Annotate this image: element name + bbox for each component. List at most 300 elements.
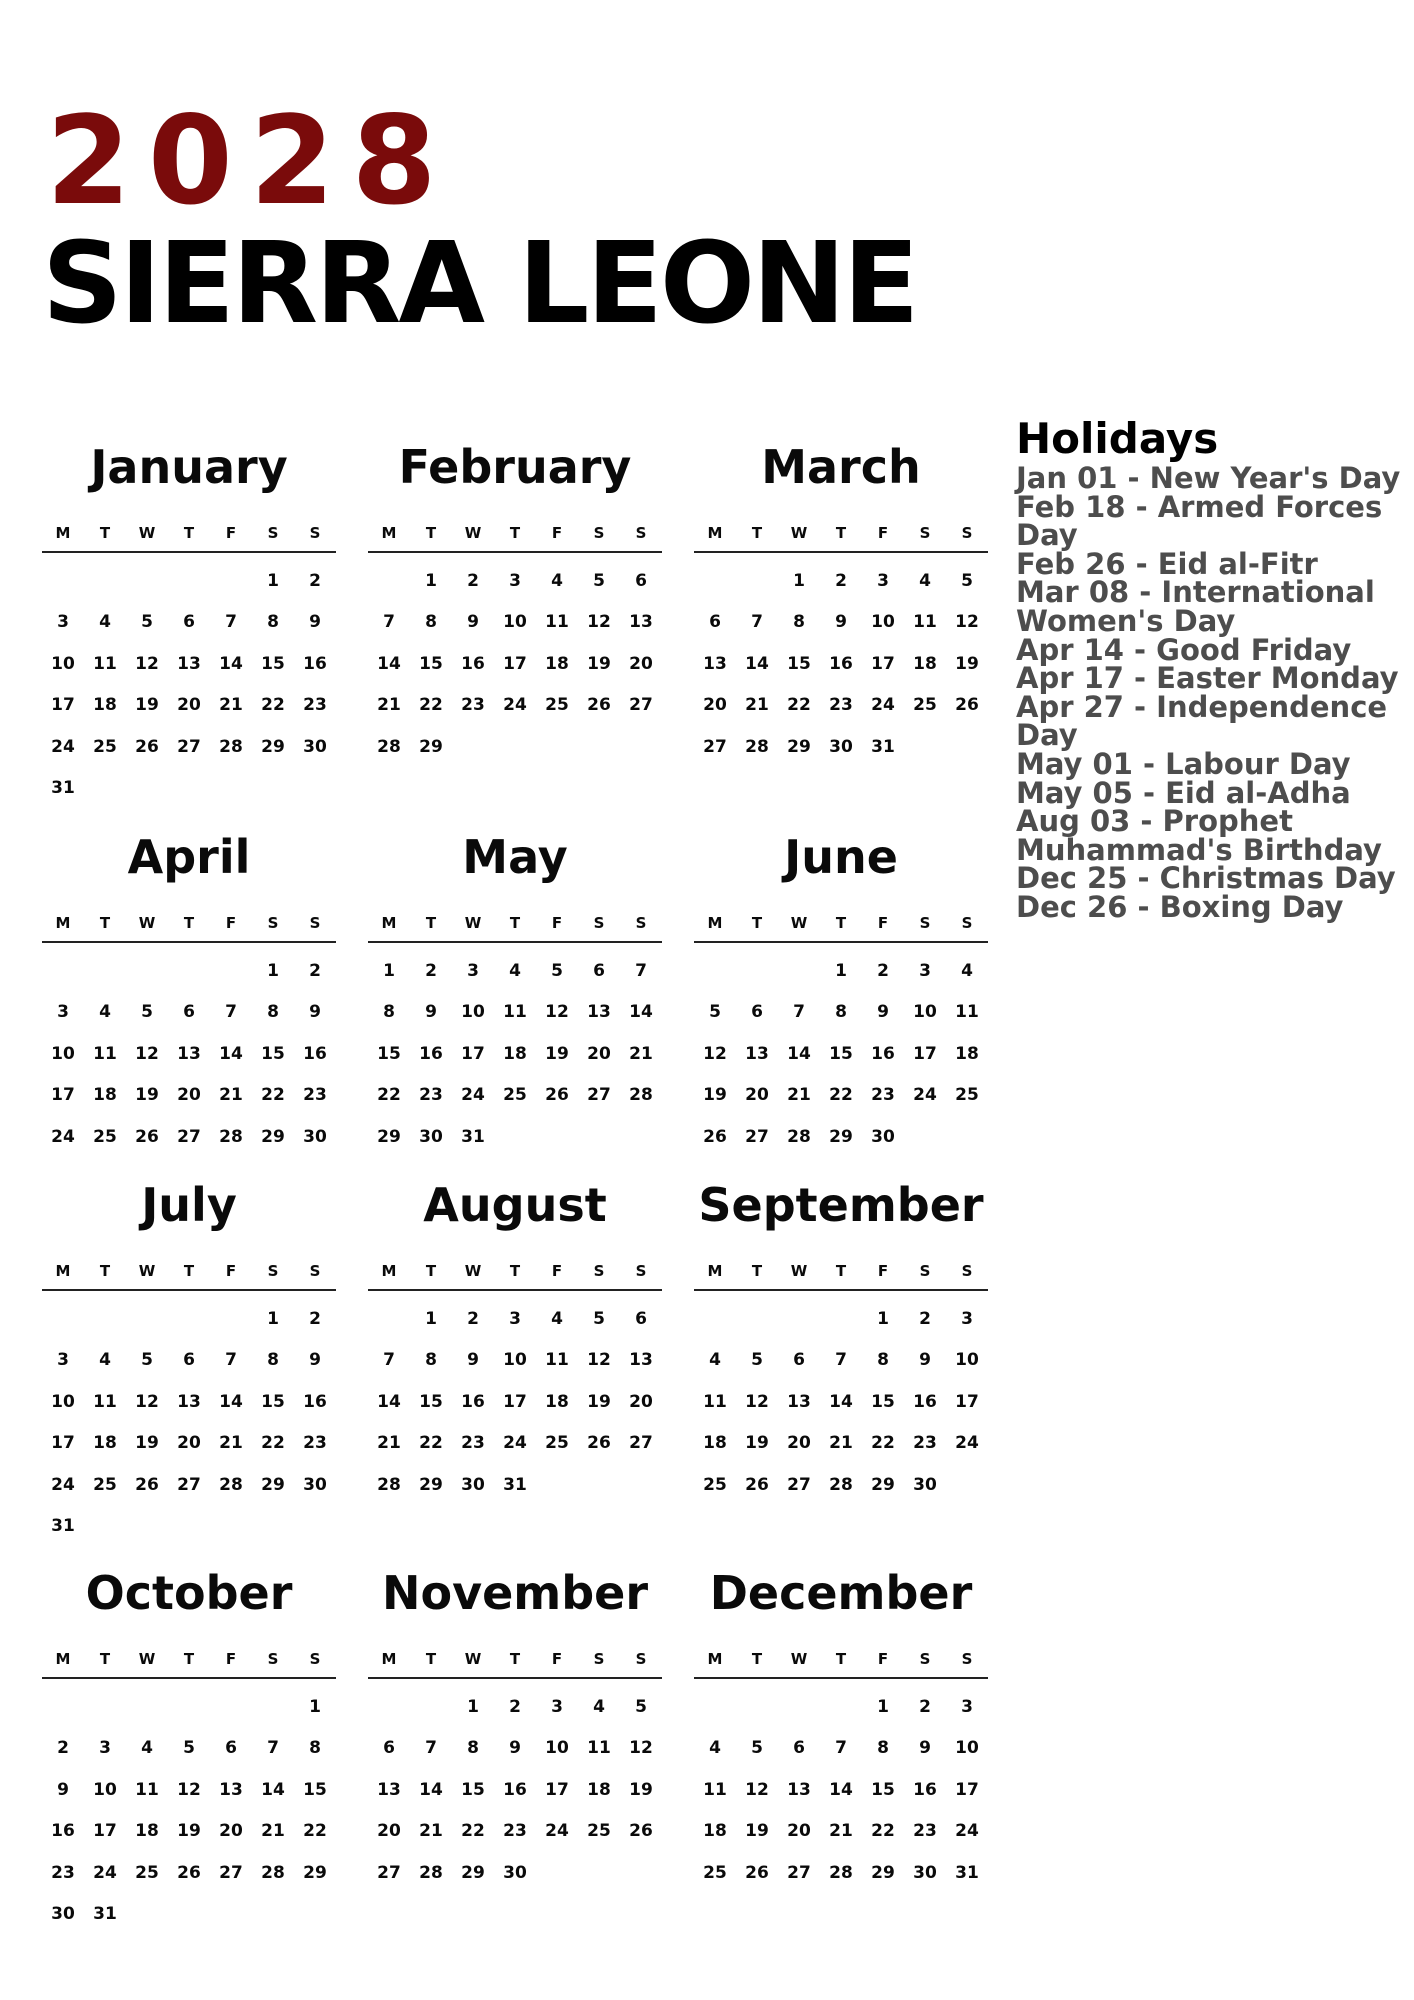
day-cell: 14 <box>829 1391 853 1412</box>
weekday-label: S <box>309 1262 321 1280</box>
day-cell: 4 <box>99 1350 111 1371</box>
day-cell: 17 <box>871 653 895 674</box>
week-row <box>694 992 988 1034</box>
day-cell: 28 <box>261 1862 285 1883</box>
day-cell: 4 <box>551 570 563 591</box>
day-cell: 18 <box>545 653 569 674</box>
holiday-item: Aug 03 - Prophet Muhammad's Birthday <box>1016 804 1382 867</box>
weekday-label: W <box>790 1650 808 1668</box>
day-cell: 27 <box>629 1433 653 1454</box>
weekday-label: S <box>919 1650 931 1668</box>
day-cell: 6 <box>183 612 195 633</box>
day-cell: 8 <box>309 1738 321 1759</box>
month-days <box>368 1298 662 1506</box>
day-cell: 10 <box>913 1002 937 1023</box>
weekday-label: S <box>593 524 605 542</box>
day-cell: 22 <box>303 1821 327 1842</box>
day-cell: 23 <box>913 1433 937 1454</box>
weekday-label: W <box>790 1262 808 1280</box>
day-cell: 4 <box>709 1350 721 1371</box>
day-cell: 29 <box>303 1862 327 1883</box>
day-cell: 25 <box>503 1085 527 1106</box>
weekday-header <box>42 914 336 943</box>
day-cell: 13 <box>703 653 727 674</box>
weekday-label: F <box>225 1650 237 1668</box>
day-cell: 18 <box>913 653 937 674</box>
day-cell: 17 <box>545 1779 569 1800</box>
weekday-label: S <box>635 524 647 542</box>
day-cell: 22 <box>261 1085 285 1106</box>
day-cell: 29 <box>377 1126 401 1147</box>
day-cell: 5 <box>593 570 605 591</box>
weekday-label: T <box>99 1262 111 1280</box>
day-cell: 29 <box>419 1474 443 1495</box>
day-cell: 20 <box>377 1821 401 1842</box>
day-cell: 13 <box>787 1391 811 1412</box>
month-october <box>42 1566 336 1935</box>
day-cell: 11 <box>545 1350 569 1371</box>
day-cell: 30 <box>51 1904 75 1925</box>
day-cell: 15 <box>419 1391 443 1412</box>
day-cell: 6 <box>709 612 721 633</box>
month-name: July <box>141 1178 237 1232</box>
weekday-label: S <box>961 1262 973 1280</box>
day-cell: 14 <box>219 1043 243 1064</box>
week-row <box>42 1075 336 1117</box>
weekday-label: W <box>464 1650 482 1668</box>
weekday-label: S <box>267 1650 279 1668</box>
week-row <box>694 602 988 644</box>
day-cell: 21 <box>829 1433 853 1454</box>
day-cell: 27 <box>745 1126 769 1147</box>
week-row <box>694 560 988 602</box>
week-row <box>368 1381 662 1423</box>
day-cell: 25 <box>703 1862 727 1883</box>
day-cell: 15 <box>871 1391 895 1412</box>
day-cell: 21 <box>787 1085 811 1106</box>
weekday-label: F <box>551 1650 563 1668</box>
weekday-label: S <box>267 524 279 542</box>
weekday-label: S <box>309 914 321 932</box>
weekday-header <box>694 524 988 553</box>
weekday-label: T <box>425 1650 437 1668</box>
day-cell: 24 <box>51 1126 75 1147</box>
week-row <box>42 1298 336 1340</box>
day-cell: 22 <box>261 1433 285 1454</box>
weekday-label: M <box>381 914 397 932</box>
day-cell: 20 <box>787 1821 811 1842</box>
day-cell: 26 <box>587 695 611 716</box>
day-cell: 16 <box>461 653 485 674</box>
week-row <box>368 992 662 1034</box>
holidays-heading: Holidays <box>1016 414 1219 463</box>
day-cell: 20 <box>177 1085 201 1106</box>
day-cell: 25 <box>955 1085 979 1106</box>
week-row <box>694 1381 988 1423</box>
day-cell: 20 <box>629 1391 653 1412</box>
weekday-label: M <box>55 914 71 932</box>
day-cell: 28 <box>419 1862 443 1883</box>
day-cell: 13 <box>787 1779 811 1800</box>
weekday-label: T <box>509 1262 521 1280</box>
day-cell: 9 <box>309 1002 321 1023</box>
day-cell: 17 <box>51 1433 75 1454</box>
day-cell: 11 <box>545 612 569 633</box>
weekday-header <box>694 914 988 943</box>
day-cell: 25 <box>93 736 117 757</box>
day-cell: 18 <box>545 1391 569 1412</box>
day-cell: 6 <box>635 570 647 591</box>
week-row <box>694 1116 988 1158</box>
day-cell: 20 <box>629 653 653 674</box>
day-cell: 14 <box>787 1043 811 1064</box>
day-cell: 18 <box>93 695 117 716</box>
day-cell: 3 <box>57 1350 69 1371</box>
weekday-label: T <box>509 914 521 932</box>
day-cell: 30 <box>829 736 853 757</box>
day-cell: 5 <box>961 570 973 591</box>
day-cell: 9 <box>309 1350 321 1371</box>
day-cell: 12 <box>745 1779 769 1800</box>
day-cell: 8 <box>877 1350 889 1371</box>
week-row <box>42 1116 336 1158</box>
day-cell: 1 <box>383 960 395 981</box>
day-cell: 23 <box>419 1085 443 1106</box>
day-cell: 31 <box>51 778 75 799</box>
holiday-list <box>1016 461 1406 924</box>
day-cell: 25 <box>93 1474 117 1495</box>
day-cell: 28 <box>377 736 401 757</box>
week-row <box>694 685 988 727</box>
day-cell: 11 <box>703 1779 727 1800</box>
week-row <box>42 1728 336 1770</box>
weekday-header <box>42 524 336 553</box>
day-cell: 9 <box>919 1350 931 1371</box>
weekday-label: S <box>919 524 931 542</box>
month-name: January <box>90 440 288 494</box>
day-cell: 22 <box>377 1085 401 1106</box>
day-cell: 6 <box>183 1350 195 1371</box>
weekday-label: M <box>707 1650 723 1668</box>
weekday-label: T <box>835 914 847 932</box>
day-cell: 5 <box>183 1738 195 1759</box>
weekday-label: T <box>835 1262 847 1280</box>
weekday-label: T <box>183 524 195 542</box>
day-cell: 18 <box>503 1043 527 1064</box>
day-cell: 21 <box>219 1433 243 1454</box>
day-cell: 13 <box>177 653 201 674</box>
day-cell: 29 <box>261 1126 285 1147</box>
day-cell: 17 <box>51 1085 75 1106</box>
day-cell: 30 <box>913 1862 937 1883</box>
day-cell: 12 <box>955 612 979 633</box>
day-cell: 8 <box>877 1738 889 1759</box>
month-name: September <box>698 1178 984 1232</box>
month-november <box>368 1566 662 1894</box>
day-cell: 29 <box>787 736 811 757</box>
day-cell: 21 <box>419 1821 443 1842</box>
day-cell: 14 <box>745 653 769 674</box>
week-row <box>694 1075 988 1117</box>
day-cell: 18 <box>93 1433 117 1454</box>
weekday-label: T <box>99 524 111 542</box>
weekday-label: F <box>551 914 563 932</box>
day-cell: 15 <box>261 1043 285 1064</box>
day-cell: 6 <box>183 1002 195 1023</box>
day-cell: 1 <box>267 960 279 981</box>
day-cell: 4 <box>961 960 973 981</box>
day-cell: 21 <box>745 695 769 716</box>
day-cell: 5 <box>751 1350 763 1371</box>
day-cell: 15 <box>461 1779 485 1800</box>
weekday-label: F <box>877 1262 889 1280</box>
day-cell: 26 <box>545 1085 569 1106</box>
day-cell: 27 <box>629 695 653 716</box>
week-row <box>368 685 662 727</box>
holiday-item: Feb 26 - Eid al-Fitr <box>1016 546 1318 581</box>
day-cell: 17 <box>955 1779 979 1800</box>
week-row <box>42 992 336 1034</box>
week-row <box>368 1340 662 1382</box>
day-cell: 16 <box>51 1821 75 1842</box>
day-cell: 9 <box>425 1002 437 1023</box>
day-cell: 18 <box>703 1821 727 1842</box>
day-cell: 5 <box>551 960 563 981</box>
week-row <box>42 1423 336 1465</box>
day-cell: 3 <box>509 1308 521 1329</box>
weekday-header <box>694 1262 988 1291</box>
week-row <box>42 1852 336 1894</box>
week-row <box>694 1340 988 1382</box>
day-cell: 20 <box>787 1433 811 1454</box>
day-cell: 6 <box>383 1738 395 1759</box>
day-cell: 11 <box>587 1738 611 1759</box>
week-row <box>694 1423 988 1465</box>
day-cell: 11 <box>93 1043 117 1064</box>
day-cell: 27 <box>177 736 201 757</box>
day-cell: 1 <box>267 1308 279 1329</box>
day-cell: 30 <box>461 1474 485 1495</box>
day-cell: 24 <box>51 736 75 757</box>
day-cell: 16 <box>303 653 327 674</box>
day-cell: 22 <box>419 1433 443 1454</box>
day-cell: 8 <box>425 1350 437 1371</box>
weekday-label: S <box>961 914 973 932</box>
day-cell: 22 <box>871 1821 895 1842</box>
day-cell: 11 <box>955 1002 979 1023</box>
day-cell: 16 <box>461 1391 485 1412</box>
month-name: May <box>462 830 568 884</box>
day-cell: 9 <box>509 1738 521 1759</box>
weekday-label: F <box>877 1650 889 1668</box>
day-cell: 7 <box>383 612 395 633</box>
holiday-item: Jan 01 - New Year's Day <box>1016 461 1401 495</box>
weekday-label: S <box>593 1650 605 1668</box>
day-cell: 2 <box>509 1696 521 1717</box>
day-cell: 15 <box>787 653 811 674</box>
weekday-label: S <box>919 914 931 932</box>
day-cell: 27 <box>787 1474 811 1495</box>
day-cell: 2 <box>57 1738 69 1759</box>
day-cell: 2 <box>309 960 321 981</box>
day-cell: 24 <box>545 1821 569 1842</box>
day-cell: 6 <box>793 1350 805 1371</box>
day-cell: 3 <box>99 1738 111 1759</box>
day-cell: 4 <box>551 1308 563 1329</box>
week-row <box>42 1769 336 1811</box>
day-cell: 25 <box>913 695 937 716</box>
day-cell: 13 <box>745 1043 769 1064</box>
weekday-label: M <box>55 1650 71 1668</box>
day-cell: 24 <box>871 695 895 716</box>
day-cell: 12 <box>135 653 159 674</box>
day-cell: 30 <box>419 1126 443 1147</box>
day-cell: 15 <box>261 653 285 674</box>
day-cell: 6 <box>635 1308 647 1329</box>
day-cell: 14 <box>219 653 243 674</box>
weekday-label: S <box>309 524 321 542</box>
day-cell: 23 <box>829 695 853 716</box>
weekday-label: F <box>551 524 563 542</box>
day-cell: 15 <box>303 1779 327 1800</box>
day-cell: 23 <box>303 1433 327 1454</box>
day-cell: 20 <box>219 1821 243 1842</box>
day-cell: 7 <box>383 1350 395 1371</box>
day-cell: 14 <box>261 1779 285 1800</box>
week-row <box>368 1116 662 1158</box>
day-cell: 24 <box>51 1474 75 1495</box>
holiday-item: May 05 - Eid al-Adha <box>1016 775 1351 810</box>
weekday-label: S <box>267 914 279 932</box>
weekday-label: W <box>790 914 808 932</box>
day-cell: 19 <box>135 695 159 716</box>
day-cell: 29 <box>261 736 285 757</box>
weekday-label: S <box>961 524 973 542</box>
day-cell: 8 <box>425 612 437 633</box>
weekday-label: T <box>509 524 521 542</box>
weekday-label: T <box>751 1650 763 1668</box>
day-cell: 24 <box>503 695 527 716</box>
day-cell: 31 <box>871 736 895 757</box>
day-cell: 4 <box>919 570 931 591</box>
country-title: SIERRA LEONE <box>42 219 917 349</box>
weekday-label: S <box>593 1262 605 1280</box>
day-cell: 27 <box>177 1474 201 1495</box>
day-cell: 28 <box>745 736 769 757</box>
weekday-header <box>42 1262 336 1291</box>
weekday-label: S <box>593 914 605 932</box>
day-cell: 19 <box>587 653 611 674</box>
weekday-label: T <box>751 524 763 542</box>
month-june <box>694 830 988 1158</box>
day-cell: 11 <box>913 612 937 633</box>
week-row <box>368 1298 662 1340</box>
week-row <box>694 1769 988 1811</box>
day-cell: 10 <box>51 653 75 674</box>
day-cell: 21 <box>377 1433 401 1454</box>
week-row <box>694 950 988 992</box>
day-cell: 18 <box>135 1821 159 1842</box>
day-cell: 10 <box>51 1391 75 1412</box>
day-cell: 1 <box>425 570 437 591</box>
day-cell: 6 <box>751 1002 763 1023</box>
holiday-item: Dec 26 - Boxing Day <box>1016 889 1344 924</box>
day-cell: 24 <box>461 1085 485 1106</box>
weekday-header <box>368 914 662 943</box>
day-cell: 22 <box>871 1433 895 1454</box>
week-row <box>42 726 336 768</box>
day-cell: 26 <box>135 736 159 757</box>
day-cell: 18 <box>703 1433 727 1454</box>
day-cell: 21 <box>629 1043 653 1064</box>
day-cell: 26 <box>745 1474 769 1495</box>
week-row <box>368 1769 662 1811</box>
day-cell: 17 <box>93 1821 117 1842</box>
day-cell: 4 <box>141 1738 153 1759</box>
day-cell: 21 <box>219 1085 243 1106</box>
week-row <box>42 1894 336 1936</box>
holiday-item: Apr 27 - Independence Day <box>1016 689 1388 753</box>
day-cell: 2 <box>919 1308 931 1329</box>
day-cell: 12 <box>135 1391 159 1412</box>
day-cell: 20 <box>587 1043 611 1064</box>
day-cell: 5 <box>709 1002 721 1023</box>
day-cell: 10 <box>955 1738 979 1759</box>
day-cell: 29 <box>829 1126 853 1147</box>
day-cell: 7 <box>751 612 763 633</box>
month-days <box>694 560 988 768</box>
day-cell: 28 <box>829 1474 853 1495</box>
day-cell: 14 <box>377 1391 401 1412</box>
day-cell: 8 <box>383 1002 395 1023</box>
day-cell: 16 <box>419 1043 443 1064</box>
day-cell: 5 <box>141 1002 153 1023</box>
weekday-label: F <box>877 524 889 542</box>
day-cell: 2 <box>835 570 847 591</box>
day-cell: 23 <box>461 1433 485 1454</box>
weekday-label: T <box>183 914 195 932</box>
day-cell: 2 <box>309 570 321 591</box>
day-cell: 14 <box>219 1391 243 1412</box>
day-cell: 10 <box>545 1738 569 1759</box>
day-cell: 20 <box>177 1433 201 1454</box>
day-cell: 22 <box>461 1821 485 1842</box>
day-cell: 13 <box>177 1043 201 1064</box>
day-cell: 3 <box>961 1696 973 1717</box>
day-cell: 26 <box>135 1126 159 1147</box>
day-cell: 24 <box>955 1433 979 1454</box>
day-cell: 23 <box>503 1821 527 1842</box>
day-cell: 17 <box>503 653 527 674</box>
month-days <box>694 950 988 1158</box>
day-cell: 9 <box>835 612 847 633</box>
day-cell: 21 <box>377 695 401 716</box>
day-cell: 27 <box>177 1126 201 1147</box>
day-cell: 1 <box>793 570 805 591</box>
day-cell: 8 <box>467 1738 479 1759</box>
day-cell: 1 <box>467 1696 479 1717</box>
week-row <box>42 1340 336 1382</box>
month-february <box>368 440 662 768</box>
day-cell: 2 <box>425 960 437 981</box>
weekday-label: F <box>551 1262 563 1280</box>
weekday-label: M <box>55 1262 71 1280</box>
day-cell: 27 <box>703 736 727 757</box>
weekday-label: M <box>381 1262 397 1280</box>
day-cell: 17 <box>503 1391 527 1412</box>
day-cell: 15 <box>419 653 443 674</box>
day-cell: 19 <box>177 1821 201 1842</box>
